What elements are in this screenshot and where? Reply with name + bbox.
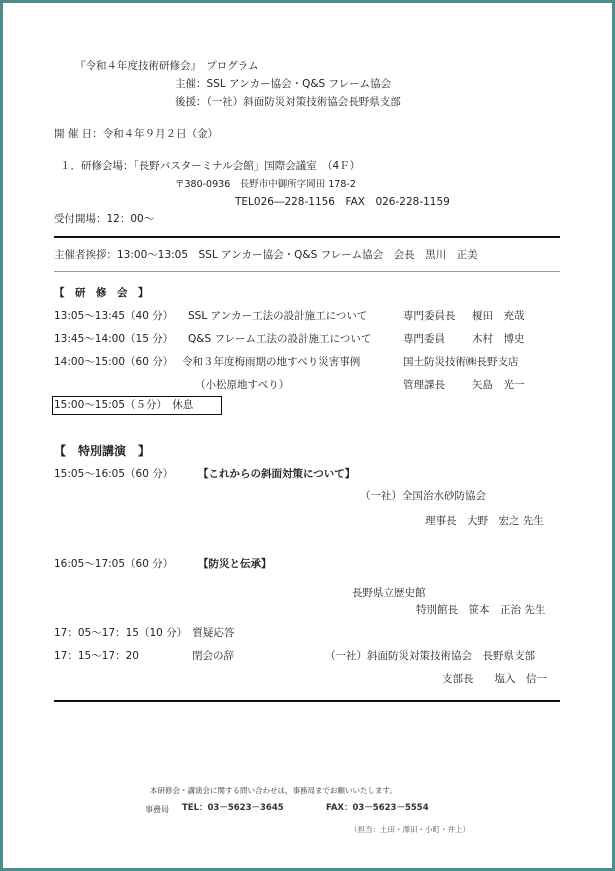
qa-session: 17：05～17：15（10 分） 質疑応答: [54, 627, 235, 639]
break-label: 15:00～15:05（５分） 休息: [54, 399, 194, 411]
training-time: 13:45～14:00（15 分）: [54, 333, 174, 345]
organizer: 主催：SSL アンカー協会・Q&S フレーム協会: [175, 78, 392, 90]
closing-label: 閉会の辞: [192, 650, 234, 662]
lecture-time: 16:05～17:05（60 分）: [54, 558, 174, 570]
venue-address: 〒380-0936 長野市中御所字岡田 178-2: [175, 179, 356, 190]
training-title: （小松原地すべり）: [195, 379, 290, 391]
footer-tel: TEL：03－5623－3645: [182, 803, 284, 813]
closing-time: 17：15～17：20: [54, 650, 139, 662]
special-heading: 【 特別講演 】: [54, 444, 151, 458]
training-time: 14:00～15:00（60 分）: [54, 356, 174, 368]
footer-office-label: 事務局: [145, 805, 169, 814]
lecture-org: （一社）全国治水砂防協会: [360, 490, 486, 502]
event-date: 開 催 日：令和４年９月２日（金）: [54, 128, 219, 140]
closing-speaker: 支部長 塩入 信一: [442, 673, 547, 685]
lecture-title: 【これからの斜面対策について】: [198, 468, 356, 480]
training-title: 令和３年度梅雨期の地すべり災害事例: [182, 356, 361, 368]
training-title: Q&S フレーム工法の設計施工について: [188, 333, 372, 345]
lecture-speaker: 理事長 大野 宏之 先生: [425, 515, 544, 527]
training-speaker: 榎田 充哉: [472, 310, 525, 322]
divider: [54, 700, 560, 702]
divider: [54, 236, 560, 238]
lecture-time: 15:05～16:05（60 分）: [54, 468, 174, 480]
training-time: 13:05～13:45（40 分）: [54, 310, 174, 322]
venue-label: １．研修会場：「長野バスターミナル会館」国際会議室 （4Ｆ）: [60, 160, 361, 172]
lecture-title: 【防災と伝承】: [198, 558, 272, 570]
training-role: 専門委員長: [403, 310, 456, 322]
training-speaker: 矢島 光一: [472, 379, 525, 391]
reception: 受付開場：12：00～: [54, 213, 155, 225]
training-role: 専門委員: [403, 333, 445, 345]
footer-note: 本研修会・講演会に関する問い合わせは，事務局までお願いいたします。: [150, 786, 397, 795]
training-heading: 【 研 修 会 】: [54, 287, 149, 299]
footer-fax: FAX：03－5623－5554: [326, 803, 429, 813]
training-role: 管理課長: [403, 379, 445, 391]
program-title: 『令和４年度技術研修会』 プログラム: [75, 60, 259, 72]
footer-contacts: （担当：土田・澤田・小町・井上）: [350, 825, 470, 834]
greeting: 主催者挨拶：13:00～13:05 SSL アンカー協会・Q&S フレーム協会 会長 黒川 正美: [54, 249, 478, 261]
divider: [54, 271, 560, 272]
lecture-org: 長野県立歴史館: [352, 587, 426, 599]
closing-org: （一社）斜面防災対策技術協会 長野県支部: [325, 650, 535, 662]
supporter: 後援：（一社）斜面防災対策技術協会長野県支部: [175, 96, 401, 108]
training-role: 国土防災技術㈱長野支店: [403, 356, 519, 368]
training-title: SSL アンカー工法の設計施工について: [188, 310, 368, 322]
venue-tel-fax: TEL026―228-1156 FAX 026-228-1159: [235, 196, 450, 208]
training-speaker: 木村 博史: [472, 333, 525, 345]
lecture-speaker: 特別館長 笹本 正治 先生: [416, 604, 546, 616]
